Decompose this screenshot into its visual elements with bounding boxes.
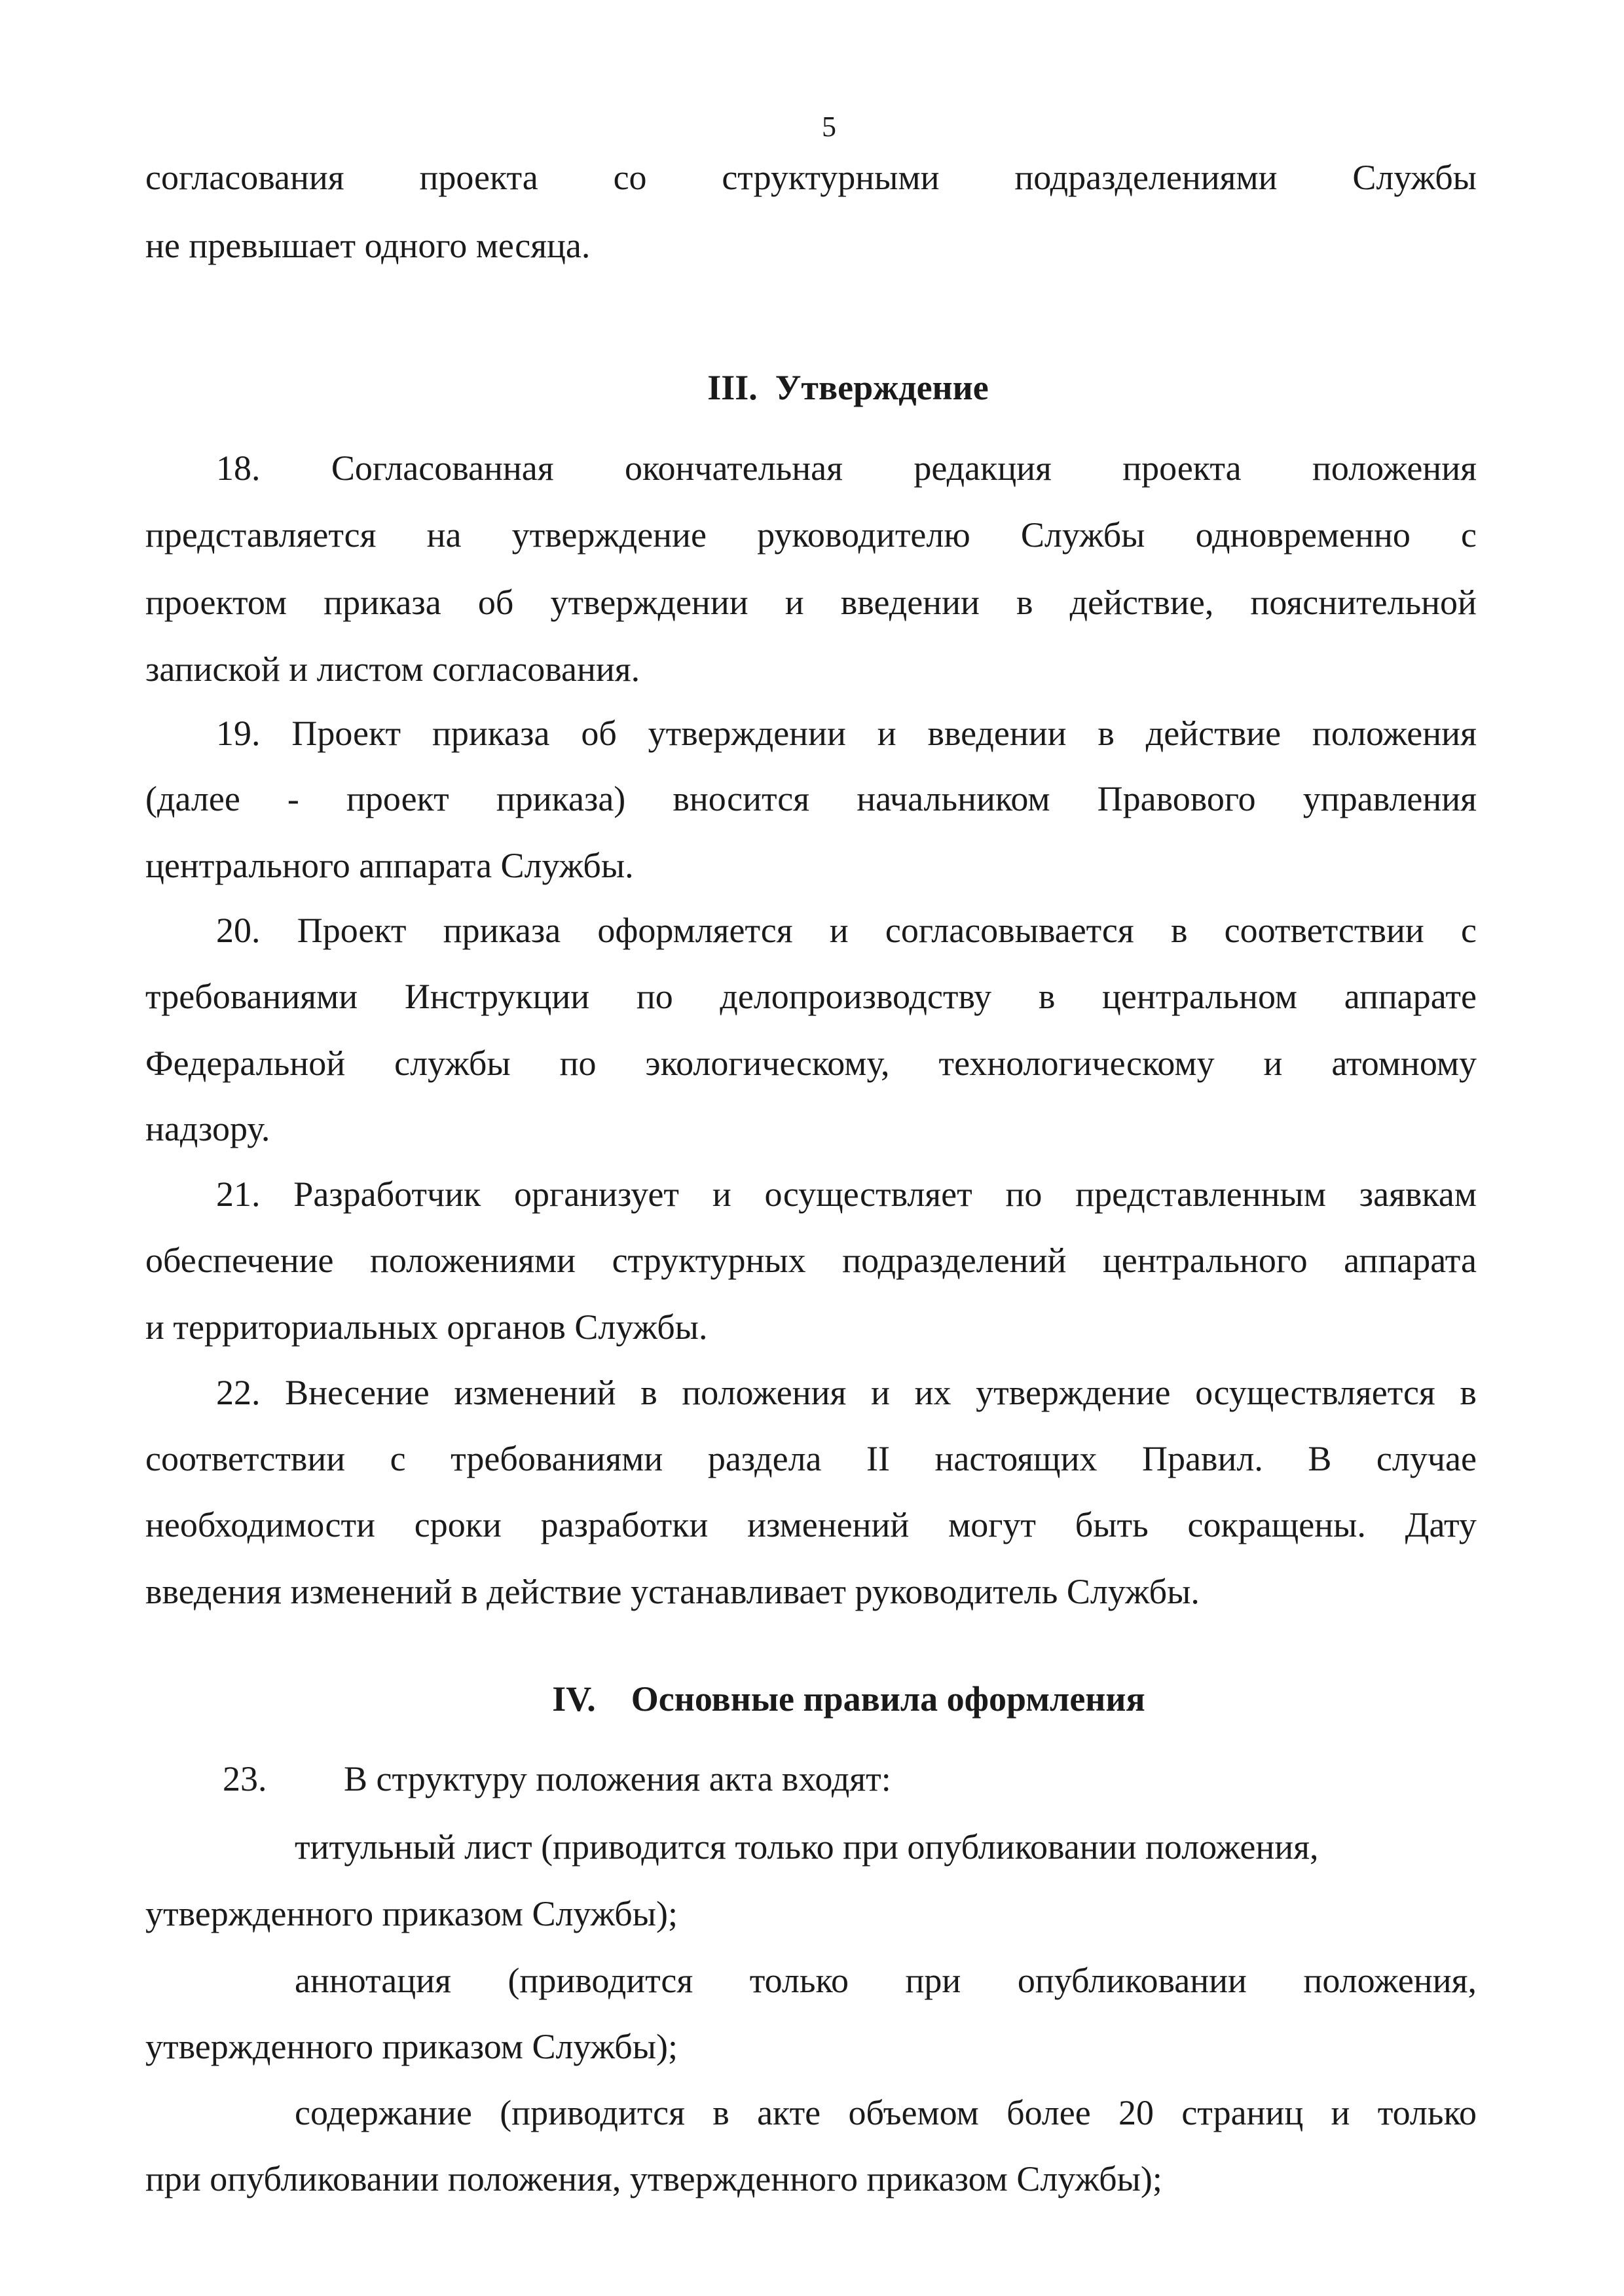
- item-number: 23.: [223, 1759, 267, 1798]
- page-number: 5: [822, 111, 836, 143]
- text-line: [216, 1176, 1477, 1212]
- word: и: [784, 583, 804, 622]
- word: в: [1016, 583, 1033, 622]
- word: при: [905, 1961, 961, 2000]
- word: действие,: [1069, 583, 1214, 622]
- word: представляется: [145, 515, 377, 555]
- word: 21.: [216, 1175, 261, 1214]
- word: пояснительной: [1250, 583, 1477, 622]
- word: объемом: [848, 2093, 979, 2132]
- word: в: [712, 2093, 729, 2132]
- word: 20.: [216, 911, 261, 950]
- word: II: [866, 1439, 890, 1478]
- word: 19.: [216, 714, 261, 753]
- text-line: [216, 1375, 1477, 1410]
- word: и: [1331, 2093, 1350, 2132]
- text-line: [216, 913, 1477, 948]
- list-item-line: [295, 1963, 1477, 1998]
- word: только: [1377, 2093, 1477, 2132]
- word: 18.: [216, 448, 261, 488]
- text-line: и территориальных органов Службы.: [145, 1307, 708, 1347]
- word: Дату: [1405, 1505, 1477, 1544]
- word: введении: [927, 714, 1067, 753]
- word: 20: [1118, 2093, 1154, 2132]
- word: утверждение: [976, 1373, 1171, 1412]
- word: могут: [948, 1505, 1036, 1544]
- word: настоящих: [934, 1439, 1098, 1478]
- word: содержание: [295, 2093, 472, 2132]
- text-line: надзору.: [145, 1109, 270, 1148]
- text-line: [145, 517, 1477, 553]
- word: центральном: [1102, 977, 1298, 1016]
- word: страниц: [1181, 2093, 1304, 2132]
- word: в: [640, 1373, 657, 1412]
- word: Согласованная: [331, 448, 554, 488]
- word: соответствии: [145, 1439, 346, 1478]
- word: и: [877, 714, 896, 753]
- section-heading: IV. Основные правила оформления: [552, 1679, 1145, 1719]
- word: Проект: [291, 714, 401, 753]
- word: проекта: [1122, 448, 1242, 488]
- word: Службы: [1352, 158, 1477, 197]
- text-line: [145, 585, 1477, 620]
- text-line: [216, 450, 1477, 486]
- word: приказа: [443, 911, 561, 950]
- section-heading: III. Утверждение: [707, 368, 989, 407]
- text-line: [145, 1243, 1477, 1278]
- word: структурными: [722, 158, 940, 197]
- text-line: утвержденного приказом Службы);: [145, 2027, 678, 2066]
- text-line: [145, 781, 1477, 816]
- word: изменений: [747, 1505, 910, 1544]
- word: экологическому,: [645, 1044, 890, 1083]
- word: аппарате: [1344, 977, 1477, 1016]
- word: (приводится: [507, 1961, 693, 2000]
- word: согласования: [145, 158, 344, 197]
- word: в: [1170, 911, 1188, 950]
- word: Инструкции: [404, 977, 590, 1016]
- word: по: [559, 1044, 597, 1083]
- word: и: [829, 911, 849, 950]
- word: Проект: [297, 911, 407, 950]
- word: проект: [346, 779, 449, 818]
- list-item-line: титульный лист (приводится только при опубликовании положения,: [295, 1827, 1319, 1867]
- text-line: [145, 979, 1477, 1014]
- word: вносится: [673, 779, 810, 818]
- word: утверждении: [550, 583, 748, 622]
- word: осуществляется: [1195, 1373, 1435, 1412]
- word: сокращены.: [1187, 1505, 1366, 1544]
- word: аннотация: [295, 1961, 451, 2000]
- word: быть: [1075, 1505, 1149, 1544]
- word: введении: [840, 583, 980, 622]
- text-line: [145, 1046, 1477, 1081]
- word: изменений: [454, 1373, 616, 1412]
- word: проекта: [419, 158, 538, 197]
- word: положениями: [369, 1241, 576, 1280]
- word: центрального: [1102, 1241, 1308, 1280]
- word: окончательная: [624, 448, 843, 488]
- word: согласовывается: [885, 911, 1134, 950]
- text-line: введения изменений в действие устанавливает руководитель Службы.: [145, 1572, 1200, 1611]
- word: положения: [1312, 714, 1477, 753]
- text-line: [145, 1507, 1477, 1542]
- list-item-line: [295, 2095, 1477, 2130]
- word: более: [1006, 2093, 1091, 2132]
- word: и: [712, 1175, 731, 1214]
- word: начальником: [857, 779, 1050, 818]
- word: Правил.: [1142, 1439, 1263, 1478]
- word: со: [613, 158, 647, 197]
- word: Правового: [1097, 779, 1256, 818]
- word: по: [636, 977, 673, 1016]
- text-line: запиской и листом согласования.: [145, 649, 640, 689]
- word: акте: [757, 2093, 821, 2132]
- text-line: не превышает одного месяца.: [145, 226, 591, 265]
- word: об: [477, 583, 514, 622]
- word: и: [871, 1373, 890, 1412]
- word: соответствии: [1224, 911, 1424, 950]
- text-line: центрального аппарата Службы.: [145, 846, 634, 885]
- word: (приводится: [500, 2093, 685, 2132]
- word: 22.: [216, 1373, 261, 1412]
- word: их: [914, 1373, 951, 1412]
- word: в: [1460, 1373, 1477, 1412]
- word: службы: [394, 1044, 511, 1083]
- text-line: [145, 160, 1477, 195]
- text-line: при опубликовании положения, утвержденного приказом Службы);: [145, 2159, 1162, 2198]
- word: -: [287, 779, 299, 818]
- text-line: [216, 716, 1477, 751]
- word: подразделений: [842, 1241, 1067, 1280]
- word: с: [390, 1439, 406, 1478]
- word: подразделениями: [1014, 158, 1278, 197]
- word: (далее: [145, 779, 240, 818]
- word: необходимости: [145, 1505, 376, 1544]
- word: технологическому: [938, 1044, 1215, 1083]
- word: утверждении: [648, 714, 846, 753]
- word: делопроизводству: [720, 977, 992, 1016]
- word: представленным: [1075, 1175, 1326, 1214]
- word: положения,: [1303, 1961, 1477, 2000]
- word: В: [1308, 1439, 1332, 1478]
- word: управления: [1302, 779, 1477, 818]
- word: положения: [682, 1373, 847, 1412]
- word: случае: [1376, 1439, 1477, 1478]
- word: в: [1098, 714, 1115, 753]
- word: структурных: [612, 1241, 806, 1280]
- text-line: утвержденного приказом Службы);: [145, 1894, 678, 1933]
- word: на: [426, 515, 462, 555]
- item-text: В структуру положения акта входят:: [344, 1759, 891, 1798]
- word: раздела: [707, 1439, 822, 1478]
- word: требованиями: [451, 1439, 663, 1478]
- text-line: [145, 1441, 1477, 1476]
- word: заявкам: [1359, 1175, 1477, 1214]
- word: только: [749, 1961, 849, 2000]
- word: руководителю: [757, 515, 970, 555]
- word: разработки: [540, 1505, 709, 1544]
- word: Внесение: [285, 1373, 430, 1412]
- word: утверждение: [511, 515, 707, 555]
- word: Федеральной: [145, 1044, 346, 1083]
- word: редакция: [913, 448, 1052, 488]
- word: организует: [514, 1175, 680, 1214]
- word: требованиями: [145, 977, 358, 1016]
- word: и: [1263, 1044, 1283, 1083]
- word: об: [581, 714, 617, 753]
- word: обеспечение: [145, 1241, 334, 1280]
- word: оформляется: [597, 911, 793, 950]
- word: аппарата: [1344, 1241, 1477, 1280]
- word: приказа: [323, 583, 441, 622]
- word: по: [1005, 1175, 1043, 1214]
- word: положения: [1312, 448, 1477, 488]
- word: Разработчик: [293, 1175, 481, 1214]
- word: атомному: [1331, 1044, 1477, 1083]
- word: одновременно: [1195, 515, 1411, 555]
- word: Службы: [1020, 515, 1145, 555]
- word: в: [1038, 977, 1056, 1016]
- word: сроки: [414, 1505, 502, 1544]
- word: действие: [1145, 714, 1282, 753]
- word: с: [1461, 911, 1477, 950]
- word: приказа: [432, 714, 550, 753]
- word: осуществляет: [764, 1175, 972, 1214]
- word: приказа): [496, 779, 626, 818]
- word: с: [1461, 515, 1477, 555]
- word: опубликовании: [1017, 1961, 1247, 2000]
- word: проектом: [145, 583, 287, 622]
